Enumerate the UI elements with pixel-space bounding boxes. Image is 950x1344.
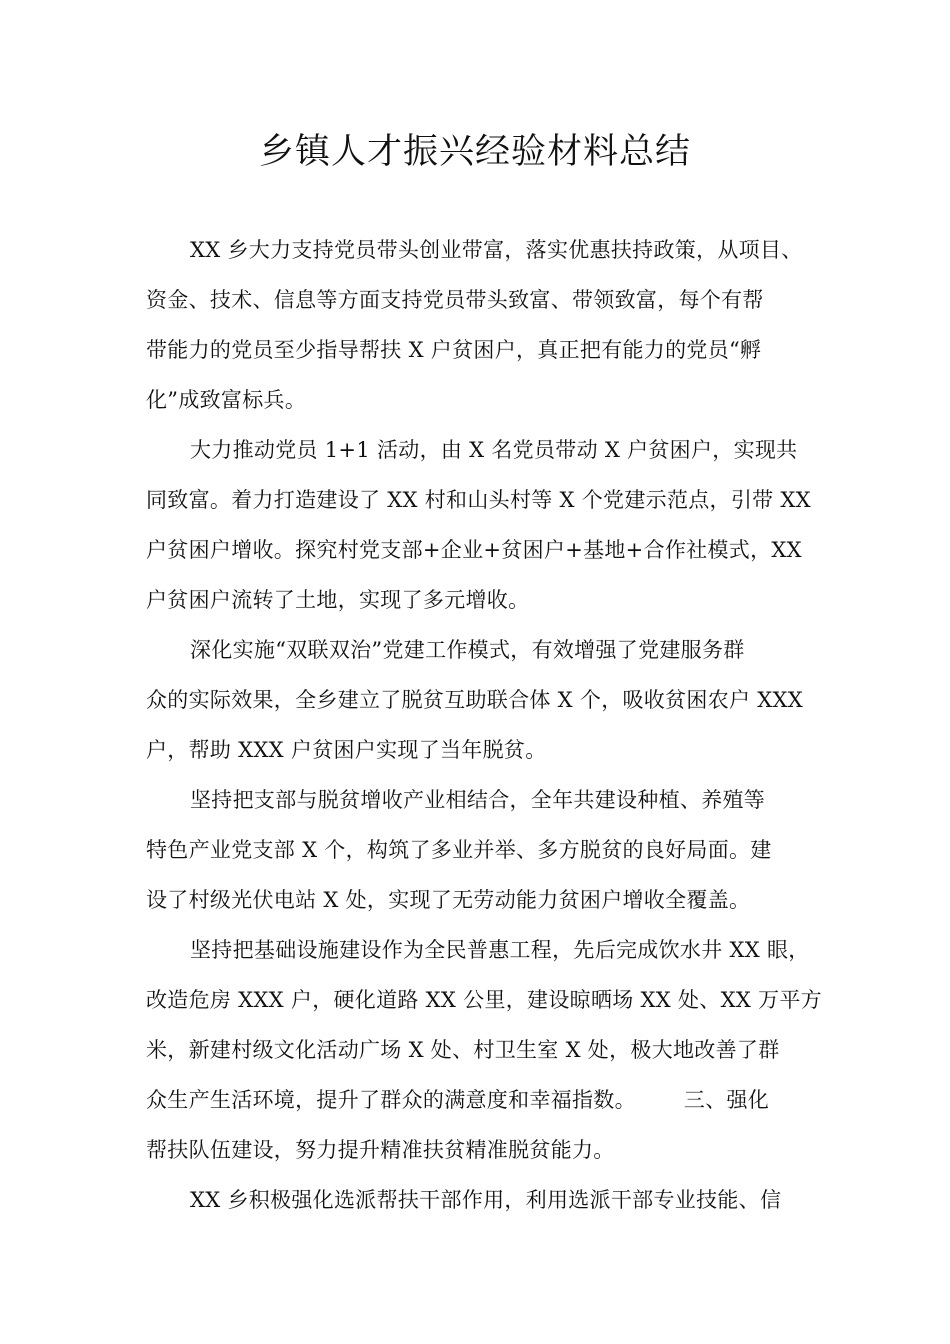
- paragraph-line: 众生产生活环境，提升了群众的满意度和幸福指数。: [146, 1088, 636, 1112]
- document-title: 乡镇人才振兴经验材料总结: [258, 132, 691, 172]
- inline-section-heading: 三、强化: [683, 1088, 770, 1112]
- paragraph-line-with-heading: [146, 1075, 808, 1125]
- paragraph-line: 深化实施“双联双治”党建工作模式，有效增强了党建服务群: [190, 638, 745, 662]
- paragraph-3: [146, 625, 808, 775]
- paragraph-4: [146, 775, 808, 925]
- paragraph-line: 资金、技术、信息等方面支持党员带头致富、带领致富，每个有帮: [146, 288, 764, 312]
- paragraph-line: 特色产业党支部 X 个，构筑了多业并举、多方脱贫的良好局面。建: [146, 838, 772, 862]
- paragraph-line: 户贫困户流转了土地，实现了多元增收。: [146, 588, 530, 612]
- paragraph-line: XX 乡大力支持党员带头创业带富，落实优惠扶持政策，从项目、: [190, 238, 803, 262]
- paragraph-2: [146, 425, 811, 625]
- document-body: [146, 225, 822, 1225]
- paragraph-line: 带能力的党员至少指导帮扶 X 户贫困户，真正把有能力的党员“孵: [146, 338, 762, 362]
- paragraph-line: 户，帮助 XXX 户贫困户实现了当年脱贫。: [146, 738, 547, 762]
- paragraph-line: 户贫困户增收。探究村党支部+企业+贫困户+基地+合作社模式，XX: [146, 538, 802, 562]
- paragraph-line: 同致富。着力打造建设了 XX 村和山头村等 X 个党建示范点，引带 XX: [146, 488, 811, 512]
- paragraph-line: 设了村级光伏电站 X 处，实现了无劳动能力贫困户增收全覆盖。: [146, 888, 751, 912]
- paragraph-line: 大力推动党员 1+1 活动，由 X 名党员带动 X 户贫困户，实现共: [190, 438, 798, 462]
- paragraph-line: 米，新建村级文化活动广场 X 处、村卫生室 X 处，极大地改善了群: [146, 1038, 780, 1062]
- paragraph-line: 坚持把支部与脱贫增收产业相结合，全年共建设种植、养殖等: [190, 788, 766, 812]
- paragraph-line: 改造危房 XXX 户，硬化道路 XX 公里，建设晾晒场 XX 处、XX 万平方: [146, 988, 822, 1012]
- paragraph-5: [146, 925, 822, 1175]
- paragraph-line: 众的实际效果，全乡建立了脱贫互助联合体 X 个，吸收贫困农户 XXX: [146, 688, 804, 712]
- paragraph-6: [146, 1175, 808, 1225]
- paragraph-line: 化”成致富标兵。: [146, 388, 307, 412]
- paragraph-line: 坚持把基础设施建设作为全民普惠工程，先后完成饮水井 XX 眼，: [190, 938, 810, 962]
- paragraph-line: 帮扶队伍建设，努力提升精准扶贫精准脱贫能力。: [146, 1138, 615, 1162]
- paragraph-line: XX 乡积极强化选派帮扶干部作用，利用选派干部专业技能、信: [190, 1188, 782, 1212]
- paragraph-1: [146, 225, 808, 425]
